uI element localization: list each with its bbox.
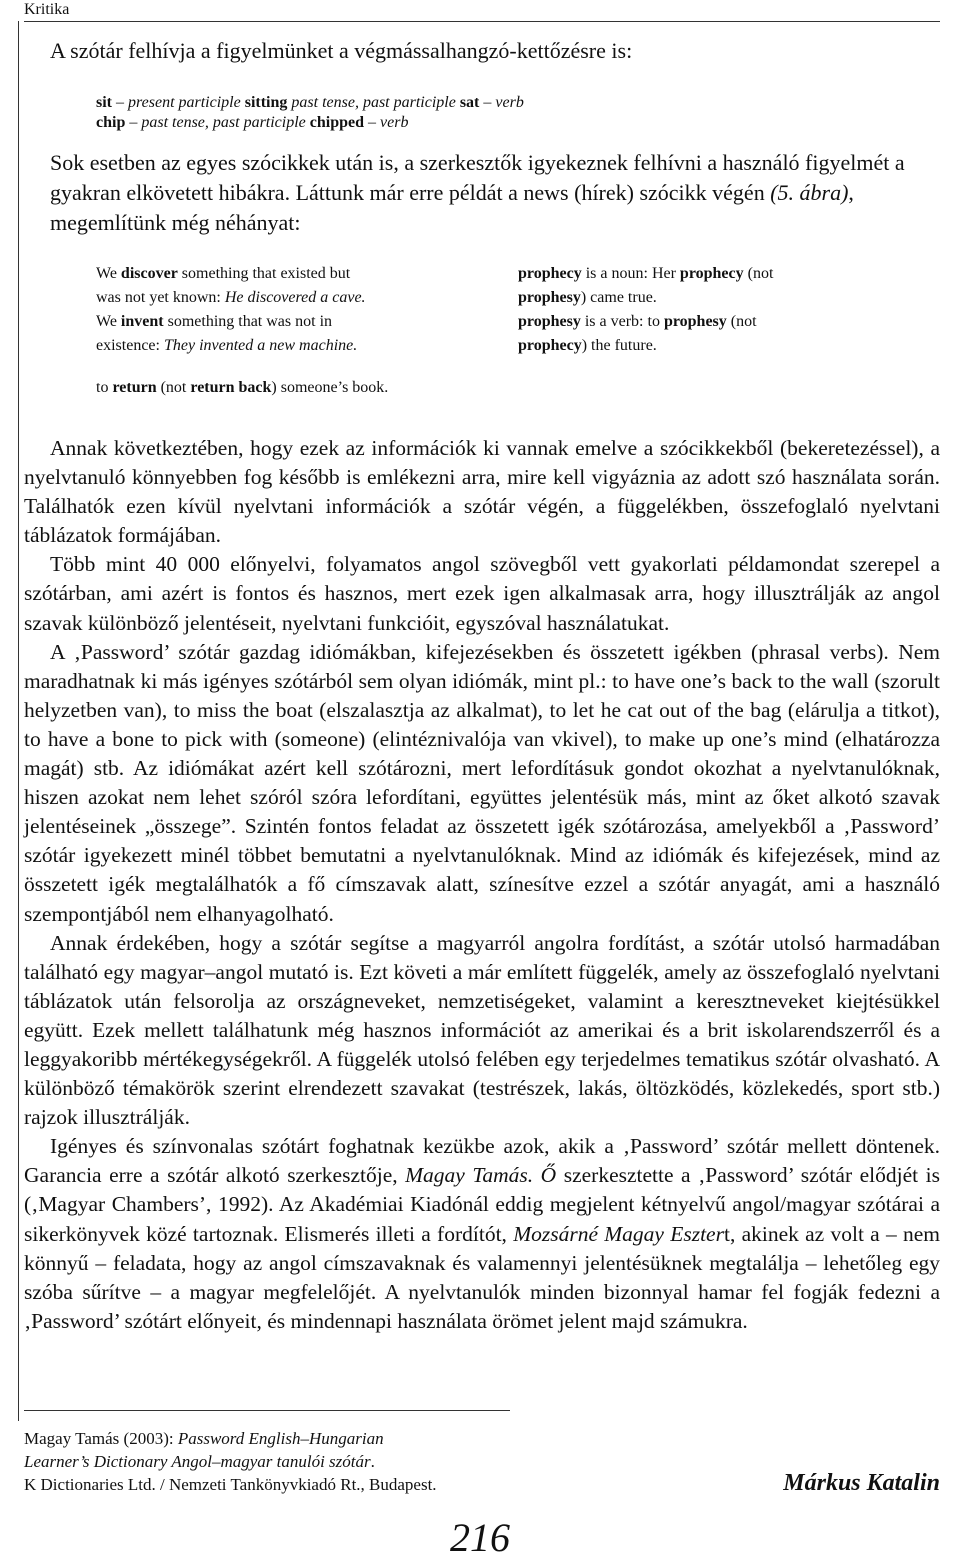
box-line: We invent something that was not in [96,313,333,330]
example-line-sit [96,93,524,113]
text: Sok esetben az egyes szócikkek után is, a szerkesztők igyekeznek felhívni a használó figyelmét a gyakran elkövetett hibákra. Láttunk már erre példát a news (hírek) szócikk végén [50,150,905,205]
translator-name: Mozsárné Magay Eszter [513,1221,724,1246]
box-line: We discover something that existed but [96,265,351,282]
grammar-label: past tense, past participle [141,114,306,131]
example-line-chip [96,113,524,133]
dash: – [479,94,496,111]
figure-reference: (5. ábra) [770,180,849,205]
box-line: existence: They invented a new machine. [96,337,358,354]
box-line: prophecy is a noun: Her prophecy (not [518,265,774,282]
usage-box-prophecy [518,262,773,358]
footnote-rule [24,1410,510,1411]
body-paragraph: Több mint 40 000 előnyelvi, folyamatos angol szövegből vett gyakorlati példamondat szerepel a szótárban, ami azért is fontos és hasznos, mert ezek igen alkalmasak arra, hogy illusztrálják az angol szavak különböző jelentéseit, nyelvtani funkcióit, egyszóval használatukat. [24,552,940,635]
headword: sit [96,94,112,111]
inflected-form: sitting [244,94,288,111]
bibliographic-reference [24,1427,437,1496]
headword: chip [96,114,126,131]
dash: – [364,114,381,131]
reference-line: Learner’s Dictionary Angol–magyar tanulói szótár. [24,1452,375,1471]
editor-name: Magay Tamás. [405,1163,534,1188]
section-label: Kritika [24,1,70,18]
grammar-label: present participle [128,94,241,111]
box-line: prophesy) came true. [518,289,657,306]
header-rule [24,21,940,22]
reference-line: K Dictionaries Ltd. / Nemzeti Tankönyvkiadó Rt., Budapest. [24,1475,437,1494]
box-line: prophesy is a verb: to prophesy (not [518,313,757,330]
left-margin-rule [18,21,19,1421]
usage-box-return: to return (not return back) someone’s book. [96,379,389,396]
dash: – [112,94,128,111]
usage-box-discover-invent [96,262,366,358]
body-paragraph: A ‚Password’ szótár gazdag idiómákban, kifejezésekben és összetett igékben (phrasal verbs). Nem maradhatnak ki más igényes szótárból sem olyan idiómák, mint pl.: to have one’s back to the wall (szorult helyzetben van), to miss the boat (elszalasztja az alkalmat), to let he cat out of the bag (elárulja a titkot), to have a bone to pick with (someone) (elintéznivalója van vkivel), to make up one’s mind (elhatározza magát) stb. Az idiómákat azért kell szótározni, mert lefordításuk gondot okozhat a nyelvtanulóknak, hiszen azokat nem lehet szóról szóra lefordítani, együttes jelentésük más, mint az őket alkotó szavak jelentéseinek „összege”. Szintén fontos feladat az összetett igék szótározása, amelyekből a ‚Password’ szótár igyekezett minél többet bemutatni a nyelvtanulóknak. Mind az idiómák és kifejezések, mind az összetett igék megtalálhatók a fő címszavak alatt, színesítve ezzel a szótár anyagát, ami a használó szempontjából nem elhanyagolható. [24,639,940,926]
body-paragraph: Annak következtében, hogy ezek az információk ki vannak emelve a szócikkekből (bekeretezéssel), a nyelvtanuló könnyebben fog később is emlékezni arra, mire kell vigyáznia az adott szó használata során. Találhatók ezen kívül nyelvtani információk a szótár végén, a függelékben, összefoglaló nyelvtani táblázatok formájában. [24,436,940,548]
dash: – [125,114,142,131]
body-text [24,434,940,1336]
dictionary-examples [96,93,524,133]
box-line: prophecy) the future. [518,337,657,354]
body-paragraph: Igényes és színvonalas szótárt foghatnak kezükbe azok, akik a ‚Password’ szótár mellett döntenek. Garancia erre a szótár alkotó szerkesztője, Magay Tamás. Ő szerkesztette a ‚Password’ szótár elődjét is (‚Magyar Chambers’, 1992). Az Akadémiai Kiadónál eddig megjelent kétnyelvű angol/magyar szótárai a sikerkönyvek közé tartoznak. Elismerés illeti a fordítót, Mozsárné Magay Esztert, akinek az volt a – nem könnyű – feladata, hogy az angol címszavaknak és valamennyi jelentésüknek megtalálja – lehetőleg egy szóba sűrítve – a magyar megfelelőjét. A nyelvtanulók minden bizonnyal hamar fel fogják fedezni a ‚Password’ szótárt előnyeit, és mindennapi használata örömet jelent majd számukra. [24,1134,941,1333]
inflected-form: chipped [309,114,365,131]
paragraph-usage-notes [50,148,940,238]
intro-sentence: A szótár felhívja a figyelmünket a végmássalhangzó-kettőzésre is: [50,38,633,63]
inflected-form: sat [459,94,480,111]
box-line: was not yet known: He discovered a cave. [96,289,366,306]
body-paragraph: Annak érdekében, hogy a szótár segítse a magyarról angolra fordítást, a szótár utolsó harmadában található egy magyar–angol mutató is. Ezt követi a már említett függelék, amely az összefoglaló nyelvtani táblázatok után felsorolja az országneveket, nemzetiségeket, valamint a keresztneveket kiejtésükkel együtt. Ezek mellett találhatunk még hasznos információt az amerikai és a brit iskolarendszerről és a leggyakoribb mértékegységekről. A függelék utolsó felében egy terjedelmes tematikus szótár olvasható. A különböző témakörök szerint elrendezett szavakat (testrészek, lakás, öltözködés, közlekedés, sport stb.) rajzok illusztrálják. [24,930,940,1130]
text: , megemlítünk még néhányat: [50,180,854,235]
page-number: 216 [450,1515,510,1560]
part-of-speech: verb [380,114,409,131]
part-of-speech: verb [495,94,524,111]
grammar-label: past tense, past participle [291,94,456,111]
reference-line: Magay Tamás (2003): Password English–Hungarian [24,1429,384,1448]
reviewer-name: Márkus Katalin [783,1470,940,1496]
